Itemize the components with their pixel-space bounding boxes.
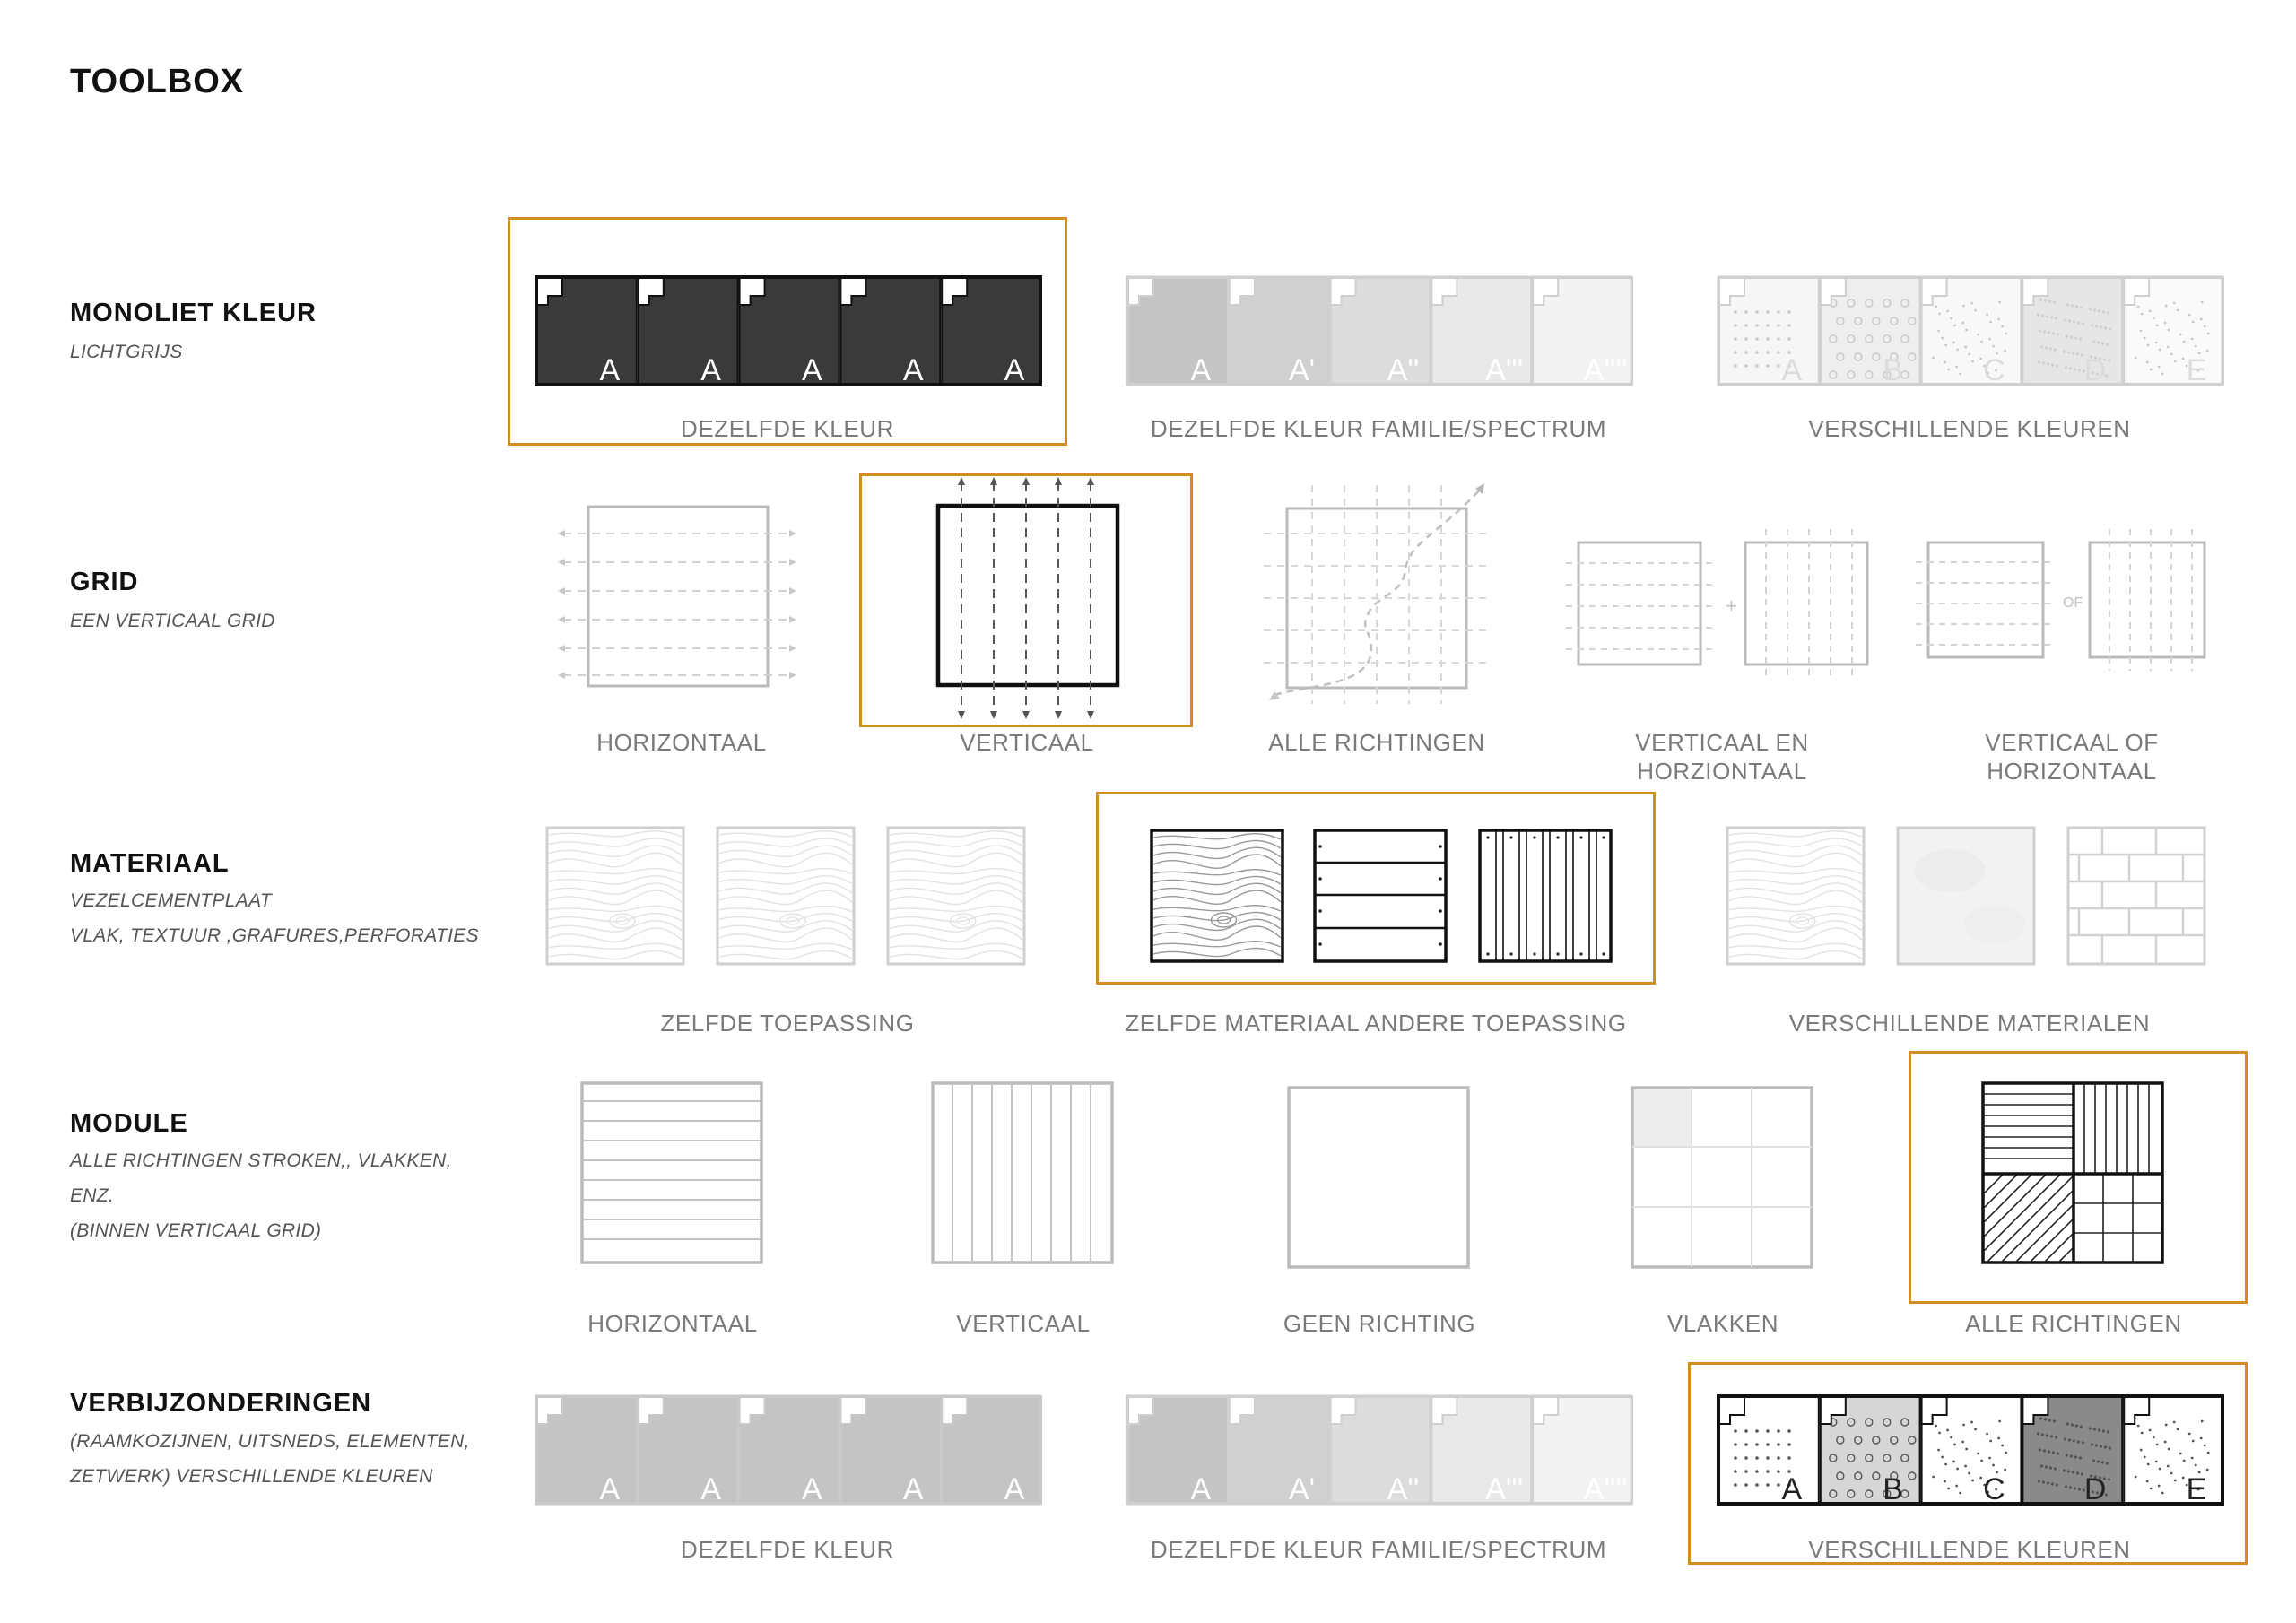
swatch-letter: A [1004,353,1025,387]
swatch-letter: A'''' [1583,353,1628,387]
swatch-letter: C [1983,1472,2005,1506]
row-title-materiaal: MATERIAAL [70,849,230,878]
swatch-panel [740,278,839,387]
swatch-panel [2022,1397,2122,1506]
row-title-module: MODULE [70,1109,188,1138]
swatch-panel [1821,1397,1920,1506]
swatch-letter: D [2083,353,2107,387]
caption-grid-horizontal: HORIZONTAAL [596,729,767,756]
material-brick-panel [2066,826,2206,966]
swatch-panel [1331,1397,1431,1506]
swatch-letter: E [2186,353,2207,387]
detail-strip-different-colors [1718,1395,2223,1505]
swatch-panel [2124,1397,2223,1506]
module-all-directions-diagram [1980,1081,2167,1267]
swatch-panel [1431,1397,1531,1506]
swatch-panel [942,278,1041,387]
caption-detail-same-color: DEZELFDE KLEUR [680,1536,895,1563]
swatch-panel [537,278,637,387]
row-subtitle-module-1: ALLE RICHTINGEN STROKEN,, VLAKKEN, [70,1150,452,1171]
swatch-letter: A'' [1387,1472,1420,1506]
swatch-panel [1230,1397,1329,1506]
swatch-letter: A'''' [1583,1472,1628,1506]
swatch-strip-same-color [535,276,1041,386]
swatch-panel [840,1397,940,1506]
caption-module-no-direction: GEEN RICHTING [1283,1310,1476,1337]
swatch-panel [1331,278,1431,387]
caption-module-vertical: VERTICAAL [956,1310,1091,1337]
swatch-panel [537,1397,637,1506]
caption-module-planes: VLAKKEN [1666,1310,1779,1337]
joiner-of: OF [2063,595,2083,611]
swatch-panel [1431,278,1531,387]
swatch-letter: A'' [1387,353,1420,387]
swatch-panel [2022,278,2122,387]
swatch-panel [942,1397,1041,1506]
joiner-plus: + [1726,595,1737,617]
material-vertical-battens-panel [1478,829,1613,963]
swatch-panel [639,1397,738,1506]
caption-module-all-directions: ALLE RICHTINGEN [1965,1310,2182,1337]
caption-detail-different-colors: VERSCHILLENDE KLEUREN [1808,1536,2131,1563]
swatch-letter: A [700,1472,721,1506]
caption-module-horizontal: HORIZONTAAL [587,1310,758,1337]
swatch-panel [840,278,940,387]
row-title-monoliet: MONOLIET KLEUR [70,299,317,327]
material-wood-texture-panel [1150,829,1284,963]
swatch-panel [639,278,738,387]
swatch-letter: A [700,353,721,387]
row-subtitle-materiaal-2: VLAK, TEXTUUR ,GRAFURES,PERFORATIES [70,925,479,946]
row-subtitle-module-2: ENZ. [70,1185,115,1206]
material-concrete-panel [1896,826,2036,966]
module-planes-diagram [1630,1085,1816,1271]
row-subtitle-verbijzonderingen-1: (RAAMKOZIJNEN, UITSNEDS, ELEMENTEN, [70,1431,470,1452]
swatch-panel [1922,1397,2022,1506]
caption-grid-all-directions: ALLE RICHTINGEN [1268,729,1485,756]
detail-strip-color-family [1126,1395,1632,1505]
caption-same-material-other-application: ZELFDE MATERIAAL ANDERE TOEPASSING [1125,1010,1627,1037]
swatch-panel [2124,278,2223,387]
swatch-panel [1719,1397,1819,1506]
swatch-letter: D [2083,1472,2107,1506]
caption-same-application: ZELFDE TOEPASSING [660,1010,915,1037]
caption-grid-vert-or-hor-1: VERTICAAL OF [1985,729,2159,756]
swatch-panel [1128,1397,1228,1506]
swatch-letter: A''' [1485,1472,1524,1506]
caption-different-colors: VERSCHILLENDE KLEUREN [1808,415,2131,442]
swatch-letter: A [1781,353,1803,387]
module-horizontal-diagram [579,1081,766,1267]
swatch-letter: A' [1289,353,1316,387]
material-horizontal-planks-panel [1313,829,1448,963]
swatch-letter: A' [1289,1472,1316,1506]
swatch-letter: A [1190,353,1212,387]
swatch-panel [1230,278,1329,387]
row-subtitle-materiaal-1: VEZELCEMENTPLAAT [70,890,272,911]
caption-grid-vertical: VERTICAAL [960,729,1094,756]
detail-strip-same-color [535,1395,1041,1505]
module-vertical-diagram [930,1081,1117,1267]
swatch-panel [1533,1397,1632,1506]
caption-same-color: DEZELFDE KLEUR [680,415,895,442]
caption-different-materials: VERSCHILLENDE MATERIALEN [1788,1010,2151,1037]
caption-color-family: DEZELFDE KLEUR FAMILIE/SPECTRUM [1150,415,1607,442]
row-title-grid: GRID [70,568,139,596]
row-title-verbijzonderingen: VERBIJZONDERINGEN [70,1389,372,1418]
swatch-letter: A''' [1485,353,1524,387]
swatch-letter: A [1781,1472,1803,1506]
swatch-letter: A [1190,1472,1212,1506]
caption-grid-vert-and-hor-2: HORZIONTAAL [1637,758,1807,785]
swatch-letter: A [599,353,621,387]
row-subtitle-grid: EEN VERTICAAL GRID [70,611,275,631]
swatch-panel [1533,278,1632,387]
swatch-letter: E [2186,1472,2207,1506]
grid-all-directions-diagram [1251,480,1502,713]
swatch-letter: A [902,1472,924,1506]
page-title: TOOLBOX [70,63,245,100]
material-same-application-1 [545,826,685,966]
caption-detail-color-family: DEZELFDE KLEUR FAMILIE/SPECTRUM [1150,1536,1607,1563]
caption-grid-vert-and-hor-1: VERTICAAL EN [1635,729,1809,756]
swatch-strip-different-colors [1718,276,2223,386]
row-subtitle-verbijzonderingen-2: ZETWERK) VERSCHILLENDE KLEUREN [70,1466,433,1487]
grid-vertical-diagram [915,473,1139,725]
swatch-strip-color-family [1126,276,1632,386]
caption-grid-vert-or-hor-2: HORIZONTAAL [1987,758,2157,785]
swatch-letter: B [1883,353,1903,387]
swatch-letter: A [1004,1472,1025,1506]
swatch-letter: C [1983,353,2005,387]
swatch-panel [1821,278,1920,387]
swatch-panel [1719,278,1819,387]
swatch-letter: A [599,1472,621,1506]
swatch-letter: A [802,1472,822,1506]
row-subtitle-module-3: (BINNEN VERTICAAL GRID) [70,1220,322,1241]
swatch-panel [1922,278,2022,387]
module-no-direction-diagram [1286,1085,1473,1271]
swatch-letter: A [902,353,924,387]
swatch-letter: B [1883,1472,1903,1506]
grid-vertical-or-horizontal-diagram [1910,520,2224,690]
swatch-panel [1128,278,1228,387]
material-wood-light-panel [1726,826,1866,966]
material-same-application-3 [886,826,1026,966]
row-subtitle-monoliet: LICHTGRIJS [70,342,183,362]
swatch-letter: A [802,353,822,387]
swatch-panel [740,1397,839,1506]
material-same-application-2 [716,826,856,966]
grid-horizontal-diagram [556,498,807,713]
grid-vertical-and-horizontal-diagram [1561,520,1874,690]
